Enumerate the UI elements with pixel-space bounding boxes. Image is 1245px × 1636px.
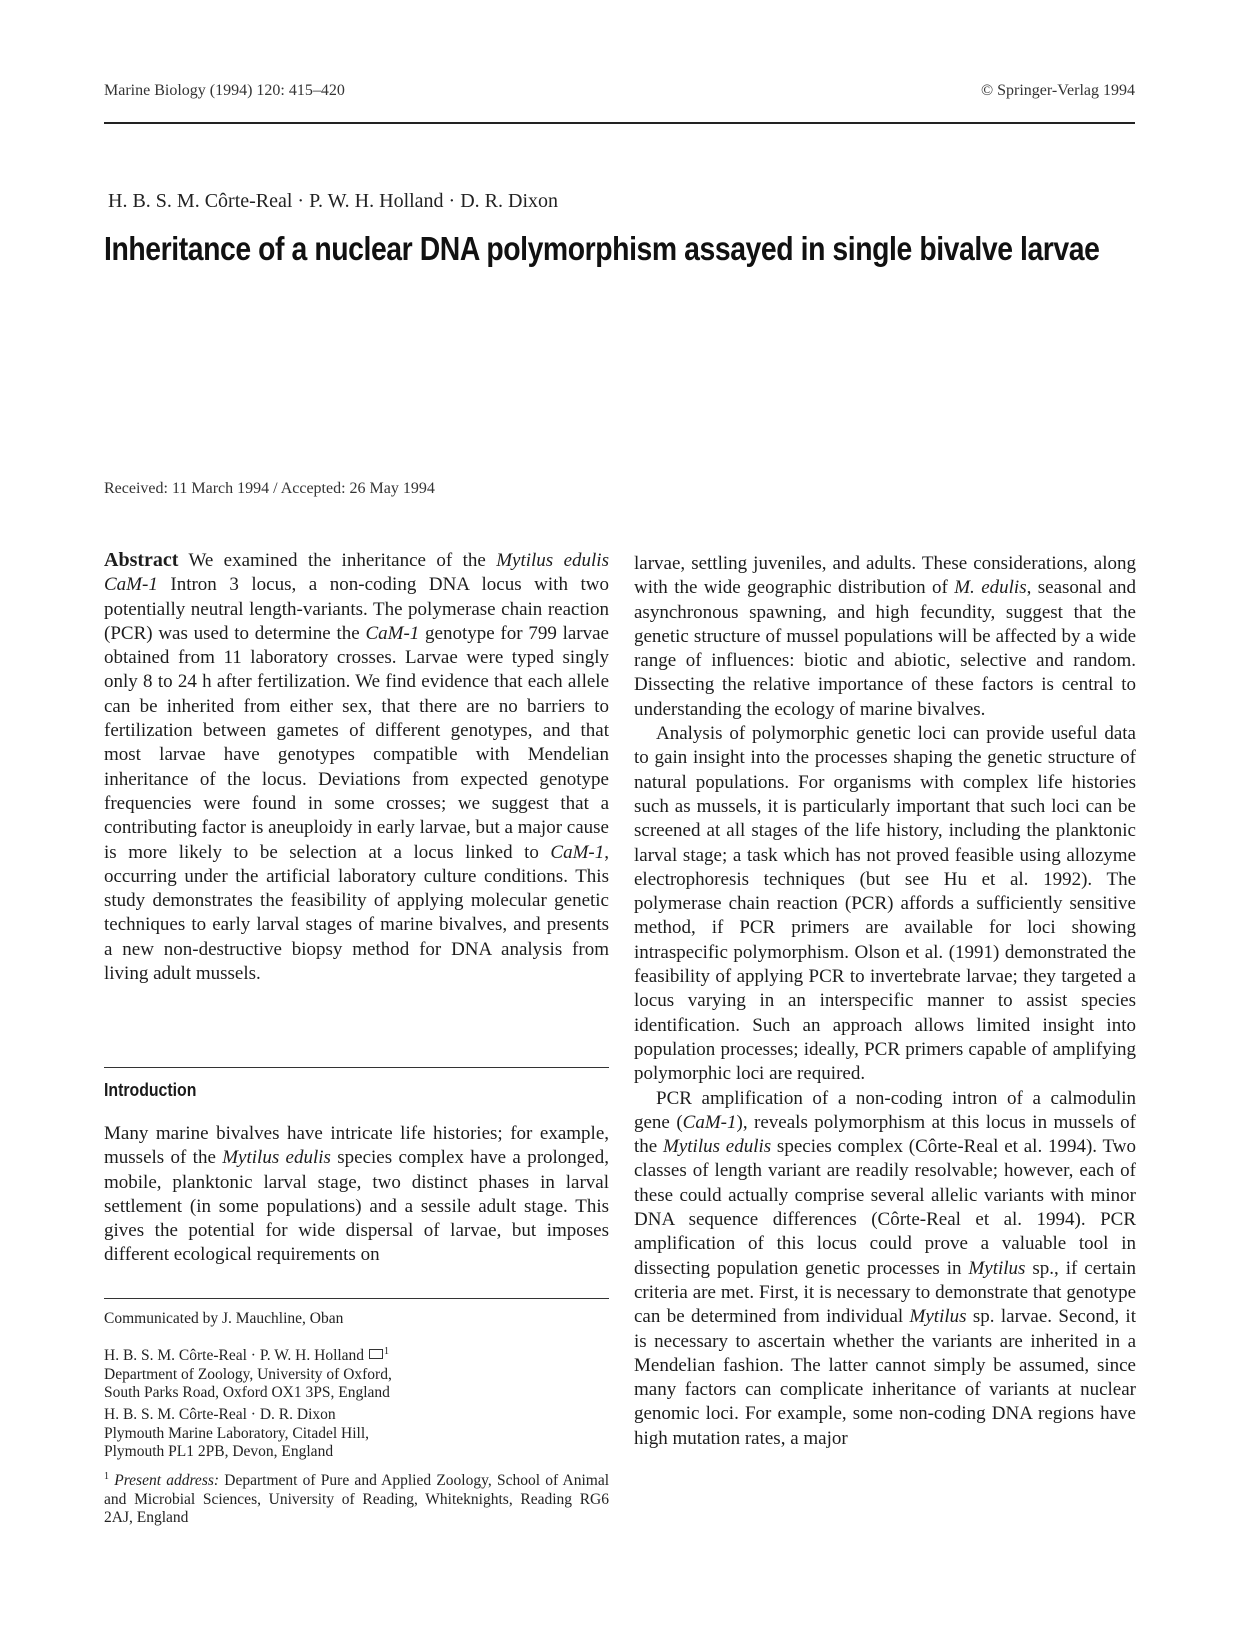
abstract-italic: CaM-1 [365, 622, 420, 644]
abstract-paragraph [104, 548, 609, 986]
footnote-mark: 1 [383, 1346, 389, 1357]
affiliation-names: H. B. S. M. Côrte-Real · D. R. Dixon [104, 1406, 336, 1423]
affiliation-line: Department of Zoology, University of Oxford, [104, 1365, 392, 1383]
abstract-italic: Mytilus edulis CaM-1 [104, 550, 609, 596]
body-italic: Mytilus [968, 1257, 1026, 1279]
body-text: ), reveals polymorphism at this locus in mussels of the [634, 1111, 1136, 1158]
abstract-text: , occurring under the artificial laboratory culture conditions. This study demonstrates the feasibility of applying molecular genetic techniques to early larval stages of marine bivalves, and presents a new non-destructive biopsy method for DNA analysis from living adult mussels. [104, 841, 609, 985]
introduction-section [104, 1122, 609, 1268]
body-italic: Mytilus [909, 1306, 967, 1328]
body-italic: Mytilus edulis [222, 1147, 331, 1169]
present-address-label: Present address: [114, 1472, 220, 1490]
body-italic: CaM-1 [682, 1111, 737, 1133]
body-paragraph: Analysis of polymorphic genetic loci can provide useful data to gain insight into the processes shaping the genetic structure of natural populations. For organisms with complex life histories such as mussels, it is particularly important that such loci can be screened at all stages of the life history, including the planktonic larval stage; a task which has not proved feasible using allozyme electrophoresis techniques (but see Hu et al. 1992). The polymerase chain reaction (PCR) affords a sufficiently sensitive method, if PCR primers are available for loci showing intraspecific polymorphism. Olson et al. (1991) demonstrated the feasibility of applying PCR to invertebrate larvae; they targeted a locus varying in an interspecific manner to assist species identification. Such an approach allows limited insight into population processes; ideally, PCR primers capable of amplifying polymorphic loci are required. [634, 723, 1136, 1085]
author-list: H. B. S. M. Côrte-Real · P. W. H. Holland · D. R. Dixon [108, 190, 558, 212]
body-paragraph [634, 1087, 1136, 1451]
body-text: larvae, settling juveniles, and adults. These considerations, along with the wide geographic distribution of [634, 553, 1136, 599]
present-address-note [104, 1468, 609, 1528]
abstract-text: genotype for 799 larvae obtained from 11 laboratory crosses. Larvae were typed singly only 8 to 24 h after fertilization. We find evidence that each allele can be inherited from either sex, that there are no barriers to fertilization between gametes of different genotypes, and that most larvae have genotypes compatible with Mendelian inheritance of the locus. Deviations from expected genotype frequencies were found in some crosses; we suggest that a contributing factor is aneuploidy in early larvae, but a major cause is more likely to be selection at a locus linked to [104, 622, 609, 863]
abstract-text: Intron 3 locus, a non-coding DNA locus with two potentially neutral length-variants. The polymerase chain reaction (PCR) was used to determine the [104, 574, 609, 644]
section-rule [104, 1067, 609, 1068]
received-dates: Received: 11 March 1994 / Accepted: 26 May 1994 [104, 480, 435, 497]
body-text: PCR amplification of a non-coding intron of a calmodulin gene ( [634, 1087, 1136, 1133]
copyright-notice: © Springer-Verlag 1994 [980, 82, 1135, 99]
abstract-section [104, 548, 609, 986]
present-address-text: Department of Pure and Applied Zoology, School of Animal and Microbial Sciences, University of Reading, Whiteknights, Reading RG6 2AJ, England [104, 1472, 610, 1527]
abstract-text: We examined the inheritance of the [188, 550, 497, 571]
communicated-by: Communicated by J. Mauchline, Oban [104, 1310, 344, 1327]
abstract-italic: CaM-1 [550, 841, 605, 863]
affiliation-line: Plymouth Marine Laboratory, Citadel Hill, [104, 1424, 370, 1442]
body-text: Many marine bivalves have intricate life histories; for example, mussels of the [104, 1123, 609, 1169]
introduction-heading: Introduction [104, 1080, 197, 1100]
affiliation-names: H. B. S. M. Côrte-Real · P. W. H. Holland [104, 1347, 365, 1365]
affiliation-2 [104, 1406, 609, 1462]
affiliation-1 [104, 1343, 609, 1403]
footnote-mark: 1 [104, 1471, 109, 1482]
envelope-icon [369, 1349, 383, 1359]
body-paragraph [634, 552, 1136, 722]
footnote-rule [104, 1298, 609, 1299]
paper-title: Inheritance of a nuclear DNA polymorphism assayed in single bivalve larvae [104, 230, 1100, 267]
body-text: sp., if certain criteria are met. First, it is necessary to demonstrate that genotype can be determined from individual [634, 1257, 1136, 1328]
journal-citation: Marine Biology (1994) 120: 415–420 [104, 82, 345, 99]
body-text: species complex (Côrte-Real et al. 1994). Two classes of length variant are readily resolvable; however, each of these could actually comprise several allelic variants with minor DNA sequence differences (Côrte-Real et al. 1994). PCR amplification of this locus could prove a valuable tool in dissecting population genetic processes in [634, 1136, 1136, 1279]
body-text: sp. larvae. Second, it is necessary to ascertain whether the variants are inherited in a Mendelian fashion. The latter cannot simply be assumed, since many factors can complicate inheritance of variants at nuclear genomic loci. For example, some non-coding DNA regions have high mutation rates, a major [634, 1306, 1136, 1449]
body-italic: Mytilus edulis [663, 1136, 772, 1158]
body-text: , seasonal and asynchronous spawning, and high fecundity, suggest that the genetic structure of mussel populations will be affected by a wide range of influences: biotic and abiotic, selective and random. Dissecting the relative importance of these factors is central to understanding the ecology of marine bivalves. [634, 577, 1136, 720]
body-italic: M. edulis [954, 577, 1027, 599]
introduction-paragraph [104, 1122, 609, 1268]
affiliation-line: South Parks Road, Oxford OX1 3PS, England [104, 1384, 390, 1402]
affiliation-line: Plymouth PL1 2PB, Devon, England [104, 1443, 334, 1460]
abstract-label: Abstract [104, 549, 179, 571]
right-column [634, 552, 1136, 1451]
body-text: species complex have a prolonged, mobile, planktonic larval stage, two distinct phases in larval settlement (in some populations) and a sessile adult stage. This gives the potential for wide dispersal of larvae, but imposes different ecological requirements on [104, 1147, 609, 1266]
header-rule [104, 122, 1135, 124]
